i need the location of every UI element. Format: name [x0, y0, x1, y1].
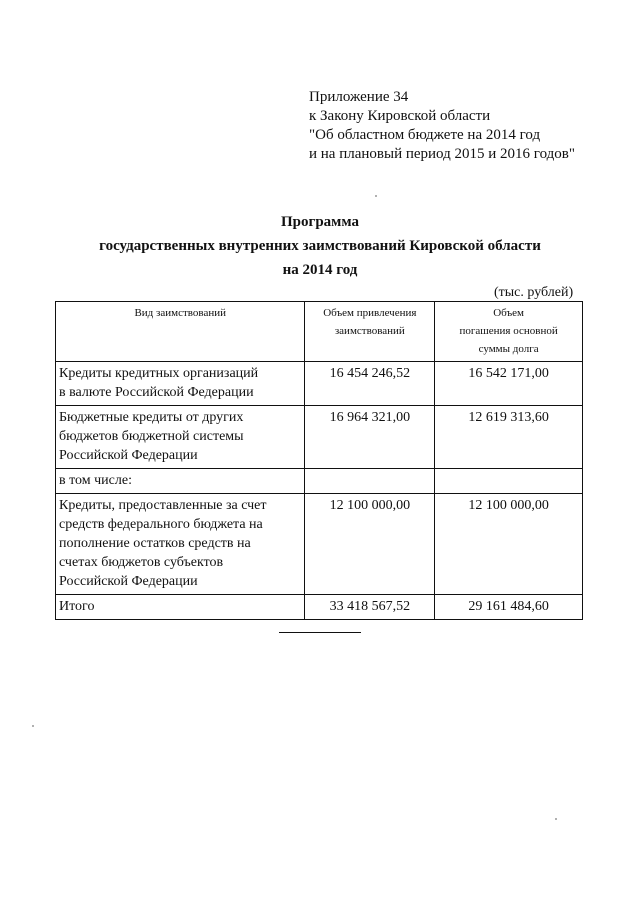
appendix-line-1: Приложение 34: [309, 89, 409, 105]
repayment-value: 12 100 000,00: [435, 494, 583, 595]
header-repayment-line-1: Объем: [493, 307, 525, 319]
row-label-line: Российской Федерации: [59, 448, 198, 463]
header-attraction-line-1: Объем привлечения: [323, 307, 417, 319]
row-label-line: Кредиты, предоставленные за счет: [59, 498, 267, 513]
row-label: [56, 362, 305, 406]
borrowing-program-table: [55, 301, 583, 620]
row-label-line: в валюте Российской Федерации: [59, 385, 254, 400]
header-borrowing-type-label: Вид заимствований: [134, 307, 226, 319]
attraction-value: 16 964 321,00: [305, 406, 435, 469]
closing-separator-line: [279, 632, 361, 633]
table-header-row: [56, 302, 583, 362]
row-label-line: средств федерального бюджета на: [59, 517, 263, 532]
scan-speck: [555, 818, 557, 820]
repayment-value: 16 542 171,00: [435, 362, 583, 406]
row-label-line: Бюджетные кредиты от других: [59, 410, 244, 425]
row-label-line: счетах бюджетов субъектов: [59, 555, 224, 570]
unit-label: (тыс. рублей): [494, 285, 574, 300]
table-row: [56, 406, 583, 469]
attraction-value: [305, 469, 435, 494]
repayment-value: 12 619 313,60: [435, 406, 583, 469]
attraction-total-value: 33 418 567,52: [305, 595, 435, 620]
attraction-value: 12 100 000,00: [305, 494, 435, 595]
row-label: [56, 469, 305, 494]
table-row-total: [56, 595, 583, 620]
title-line-2: государственных внутренних заимствований Кировской области: [99, 238, 541, 254]
appendix-line-3: "Об областном бюджете на 2014 год: [309, 127, 541, 143]
title-line-3: на 2014 год: [282, 262, 358, 278]
header-repayment-line-3: суммы долга: [478, 343, 539, 355]
row-label: [56, 494, 305, 595]
attraction-value: 16 454 246,52: [305, 362, 435, 406]
header-repayment-volume: [435, 302, 583, 362]
row-label-line: Итого: [59, 599, 95, 614]
table-row: [56, 494, 583, 595]
repayment-total-value: 29 161 484,60: [435, 595, 583, 620]
table-row: [56, 362, 583, 406]
header-attraction-volume: [305, 302, 435, 362]
scan-speck: [375, 195, 377, 197]
repayment-value: [435, 469, 583, 494]
row-label-line: Российской Федерации: [59, 574, 198, 589]
appendix-line-2: к Закону Кировской области: [309, 108, 491, 124]
header-repayment-line-2: погашения основной: [459, 325, 558, 337]
row-label: [56, 406, 305, 469]
appendix-line-4: и на плановый период 2015 и 2016 годов": [309, 146, 575, 162]
appendix-reference: [309, 88, 575, 164]
row-label: [56, 595, 305, 620]
row-label-line: в том числе:: [59, 473, 132, 488]
header-attraction-line-2: заимствований: [334, 325, 405, 337]
document-title: [0, 210, 640, 282]
row-label-line: Кредиты кредитных организаций: [59, 366, 259, 381]
title-line-1: Программа: [281, 214, 359, 230]
row-label-line: бюджетов бюджетной системы: [59, 429, 244, 444]
row-label-line: пополнение остатков средств на: [59, 536, 251, 551]
scan-speck: [32, 725, 34, 727]
table-row: [56, 469, 583, 494]
header-borrowing-type: [56, 302, 305, 362]
